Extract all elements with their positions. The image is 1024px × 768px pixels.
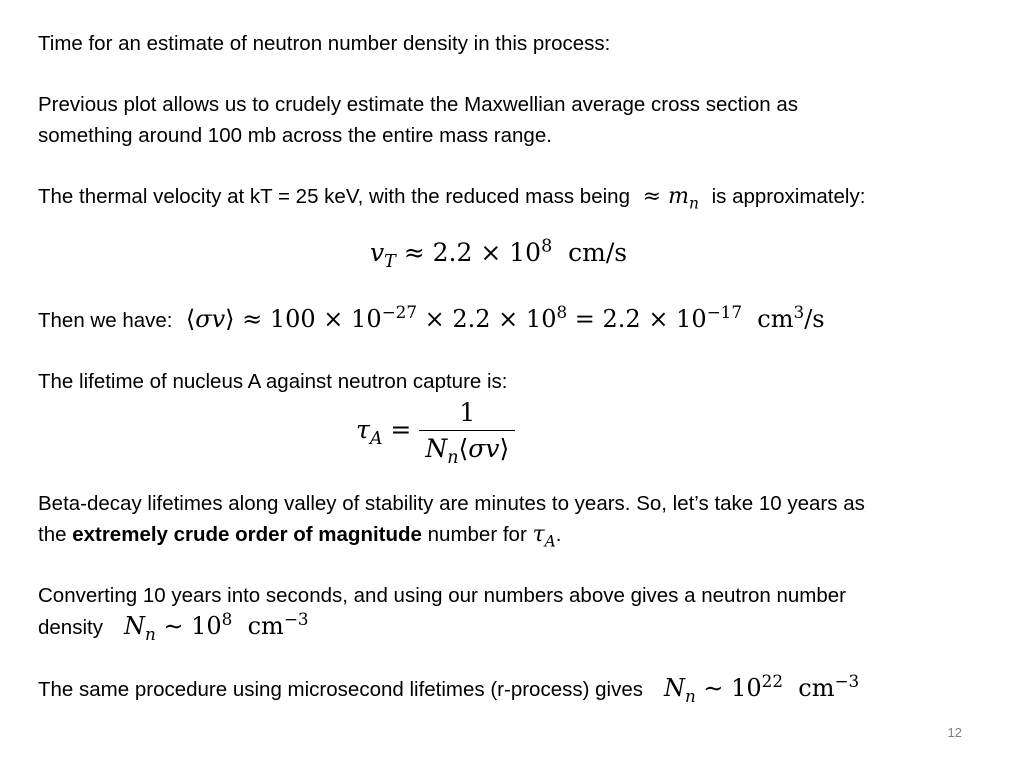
sigma-v-equation: ⟨σv⟩ ≈ $100 \times 10^{-27} \times 2.2 \times 10^8 = 2.2 \times 10^{-17}$ $cm^3/s$ <box>178 302 825 333</box>
beta-text-post: number for <box>427 523 527 546</box>
r-process-density-formula: $N_n$ ∼ $10^{22}$ $cm^{-3}$ <box>663 671 860 706</box>
thermal-velocity-equation: $v_T \approx 2.2 \times 10^8$ cm/s <box>370 236 628 272</box>
line-then-we-have <box>38 304 825 336</box>
tau-a-inline: $\tau_A$ <box>532 522 556 551</box>
line-beta-decay-1: Beta-decay lifetimes along valley of stability are minutes to years. So, let’s take 10 years as <box>38 492 865 515</box>
r-process-text: The same procedure using microsecond lifetimes (r-process) gives <box>38 678 643 701</box>
line-cross-section-2: something around 100 mb across the entire mass range. <box>38 124 552 147</box>
beta-text-bold: extremely crude order of magnitude <box>72 523 422 546</box>
density-label: density <box>38 616 103 639</box>
line-lifetime-intro: The lifetime of nucleus A against neutron capture is: <box>38 370 508 393</box>
line-converting-1: Converting 10 years into seconds, and using our numbers above gives a neutron number <box>38 584 846 607</box>
line-cross-section-1: Previous plot allows us to crudely estimate the Maxwellian average cross section as <box>38 93 798 116</box>
reduced-mass-formula: ≈ $m_n$ <box>635 184 699 213</box>
beta-text-pre: the <box>38 523 67 546</box>
page-number: 12 <box>947 725 962 740</box>
line-intro: Time for an estimate of neutron number density in this process: <box>38 32 611 55</box>
line-thermal-velocity <box>38 181 865 212</box>
line-beta-decay-2 <box>38 519 561 550</box>
thermal-velocity-text: The thermal velocity at kT = 25 keV, with the reduced mass being <box>38 185 630 208</box>
line-converting-2 <box>38 611 309 643</box>
then-we-have-label: Then we have: <box>38 309 173 332</box>
s-process-density-formula: $N_n$ ∼ $10^8$ $cm^{-3}$ <box>123 609 309 644</box>
line-r-process <box>38 673 859 705</box>
beta-text-end: . <box>555 523 562 546</box>
thermal-velocity-text-end: is approximately: <box>711 185 866 208</box>
lifetime-equation: $\tau_A$ = $\frac{1}{N_n⟨\sigma v⟩}$ <box>356 396 515 467</box>
lifetime-fraction: $\frac{1}{N_n⟨\sigma v⟩}$ <box>419 396 515 467</box>
